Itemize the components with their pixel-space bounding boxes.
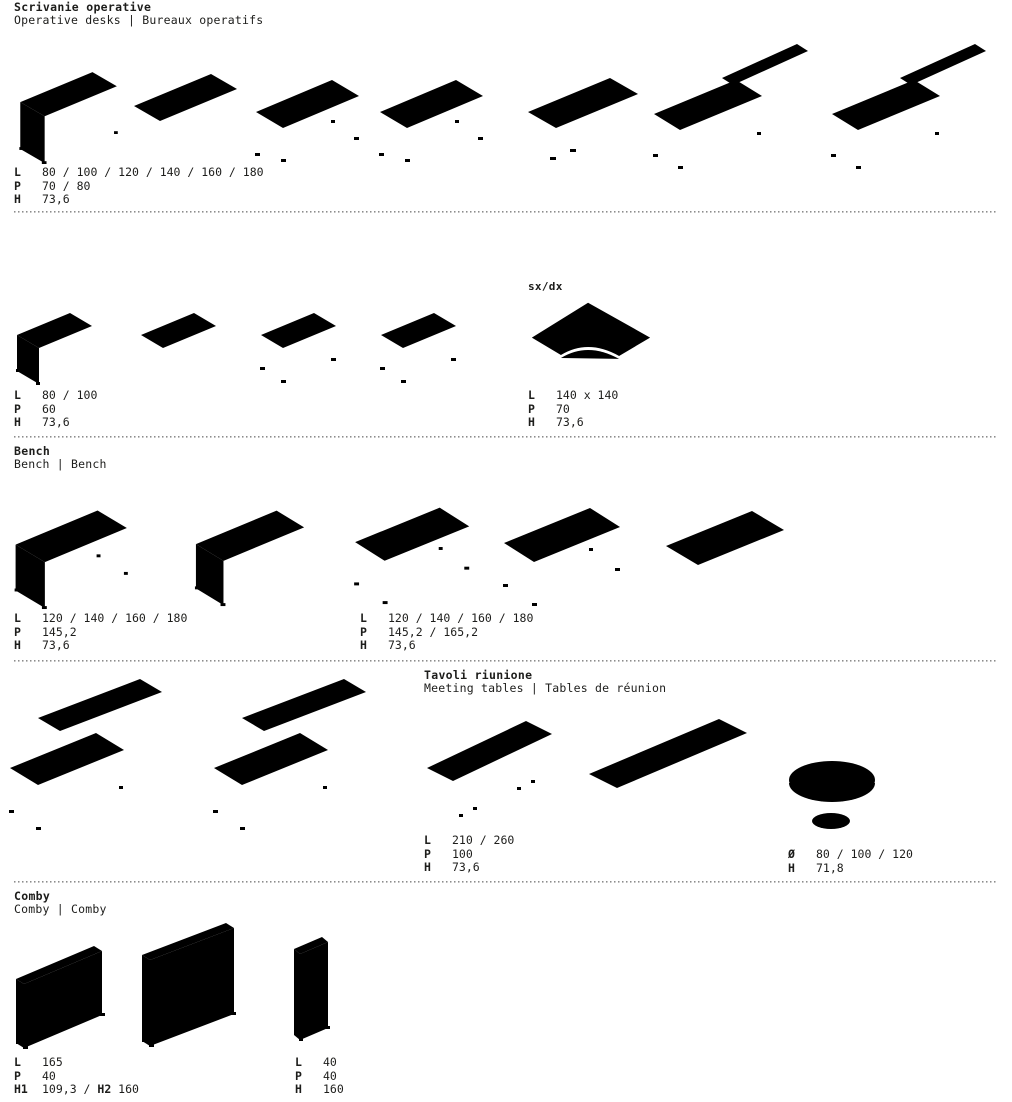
dimension-row: P 145,2 / 165,2 <box>360 624 479 639</box>
operative-desk-four-legs-drawing <box>252 52 367 164</box>
comby-open-shelf-unit-drawing <box>14 924 142 1056</box>
dotted-separator <box>14 436 998 438</box>
dimension-row: L 120 / 140 / 160 / 180 <box>14 611 188 625</box>
meeting-table-slab-legs-drawing <box>424 704 564 832</box>
section-title-operative-desks: Scrivanie operative <box>14 0 152 14</box>
return-desk-four-legs-alt-drawing <box>376 288 496 388</box>
bench-side-panels-drawing <box>10 488 150 610</box>
meeting-table-t-legs-drawing <box>586 706 771 828</box>
dimension-row: H 73,6 <box>14 192 70 206</box>
dimension-row: L 140 x 140 <box>528 388 619 402</box>
operative-desk-with-storage-alt-drawing <box>828 40 1010 172</box>
dotted-separator <box>14 881 998 883</box>
dotted-separator <box>14 660 998 662</box>
dimension-row: L 120 / 140 / 160 / 180 <box>360 611 534 625</box>
dimension-row: L 80 / 100 <box>14 388 98 402</box>
dimension-row: H 73,6 <box>528 415 584 429</box>
operative-desk-side-panels-drawing <box>12 44 127 164</box>
dimensions-operative-desks <box>14 166 264 207</box>
operative-desk-with-storage-drawing <box>650 40 832 172</box>
round-pedestal-table-drawing <box>786 758 878 834</box>
dimension-row: P 40 <box>295 1068 337 1083</box>
section-subtitle-meeting-tables: Meeting tables | Tables de réunion <box>424 681 667 695</box>
dimensions-comby-column <box>295 1056 344 1097</box>
dimensions-return-desks <box>14 389 97 430</box>
dimension-row: L 210 / 260 <box>424 833 515 847</box>
comby-drawer-shelf-unit-drawing <box>142 918 260 1056</box>
dimension-row: H 73,6 <box>14 638 70 652</box>
dimension-row: P 70 / 80 <box>14 178 91 193</box>
dimension-row: H1 109,3 / H2 160 <box>14 1082 139 1096</box>
operative-return-desk-two-legs-drawing <box>502 56 652 164</box>
return-desk-t-leg-drawing <box>136 288 256 388</box>
section-subtitle-comby: Comby | Comby <box>14 902 107 916</box>
dimension-row: L 40 <box>295 1055 337 1069</box>
dimensions-comby-wide <box>14 1056 139 1097</box>
operative-desk-t-legs-drawing <box>131 46 243 164</box>
dimension-row: P 40 <box>14 1068 56 1083</box>
dotted-separator <box>14 211 998 213</box>
section-subtitle-operative-desks: Operative desks | Bureaux operatifs <box>14 13 264 27</box>
dimension-row: H 71,8 <box>788 860 844 875</box>
bench-extension-side-panel-drawing <box>183 490 321 610</box>
dimension-row: P 100 <box>424 846 473 861</box>
dimension-row: H 73,6 <box>424 860 480 874</box>
section-title-meeting-tables: Tavoli riunione <box>424 668 533 682</box>
dimensions-corner-desk <box>528 389 618 430</box>
section-subtitle-bench: Bench | Bench <box>14 457 107 471</box>
operative-desk-four-legs-alt-drawing <box>376 52 491 164</box>
dimension-row: H 73,6 <box>360 638 416 652</box>
dimensions-bench <box>14 612 187 653</box>
dimension-row: H 160 <box>295 1082 344 1096</box>
dimension-row: L 165 <box>14 1055 63 1069</box>
dimension-row: L 80 / 100 / 120 / 140 / 160 / 180 <box>14 165 264 179</box>
dimensions-meeting-table <box>424 834 514 875</box>
dimensions-round-table <box>788 848 913 875</box>
bench-four-legs-drawing <box>348 488 496 608</box>
bench-with-storage-alt-drawing <box>212 676 412 838</box>
section-title-bench: Bench <box>14 444 51 458</box>
dimension-row: Ø 80 / 100 / 120 <box>788 847 913 861</box>
bench-with-storage-drawing <box>8 676 208 838</box>
dimensions-bench-extended <box>360 612 533 653</box>
dimension-row: P 60 <box>14 401 56 416</box>
comby-column-unit-drawing <box>292 924 356 1056</box>
return-desk-four-legs-drawing <box>256 288 376 388</box>
dimension-row: H 73,6 <box>14 415 70 429</box>
bench-extension-two-legs-drawing <box>650 494 805 606</box>
corner-desk-drawing <box>520 293 660 388</box>
section-title-comby: Comby <box>14 889 51 903</box>
dimension-row: P 145,2 <box>14 624 77 639</box>
return-desk-side-panel-drawing <box>12 288 132 388</box>
bench-four-legs-alt-drawing <box>498 488 646 610</box>
corner-desk-variant-label: sx/dx <box>528 280 563 293</box>
dimension-row: P 70 <box>528 401 570 416</box>
